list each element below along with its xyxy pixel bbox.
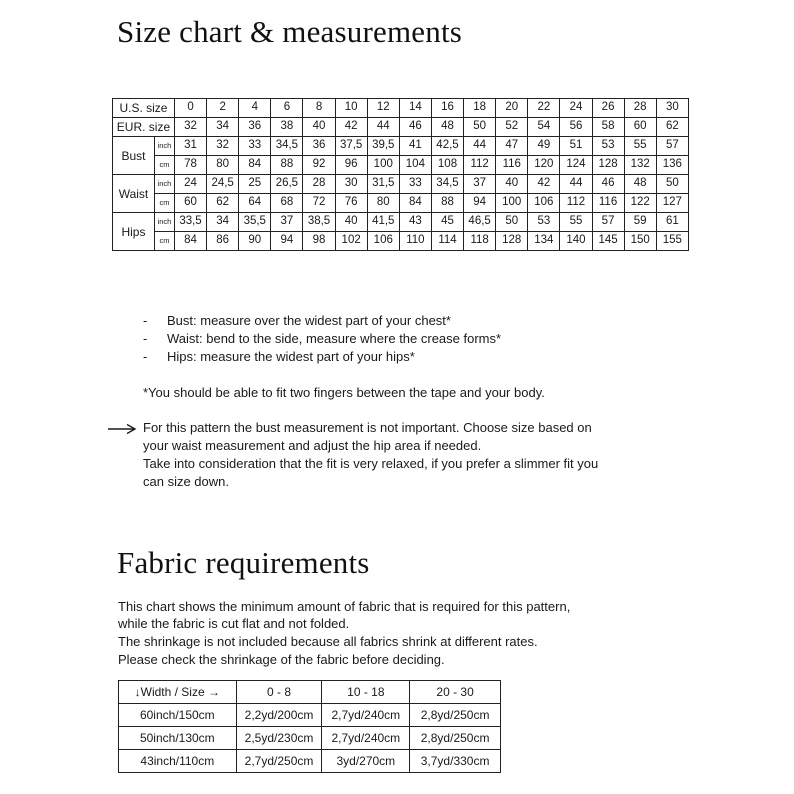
measurement-cell: 36 [303,137,335,156]
measurement-cell: 86 [207,232,239,251]
eur-size-cell: 38 [271,118,303,137]
unit-label: inch [154,213,174,232]
measurement-cell: 94 [271,232,303,251]
size-range-header: 0 - 8 [236,681,322,704]
measurement-cell: 118 [464,232,496,251]
measurement-cell: 155 [656,232,688,251]
fabric-width-cell: 60inch/150cm [119,704,237,727]
measurement-cell: 59 [624,213,656,232]
unit-label: inch [154,137,174,156]
us-size-cell: 2 [207,99,239,118]
measurement-cell: 37 [271,213,303,232]
measurement-cell: 106 [528,194,560,213]
measurement-cell: 80 [367,194,399,213]
measurement-cell: 42 [528,175,560,194]
eur-size-cell: 32 [174,118,206,137]
eur-size-cell: 44 [367,118,399,137]
measurement-cell: 48 [624,175,656,194]
hips-inch-row [113,213,689,232]
measurement-cell: 46 [592,175,624,194]
eur-size-cell: 48 [431,118,463,137]
eur-size-cell: 56 [560,118,592,137]
measurement-cell: 62 [207,194,239,213]
size-range-header: 20 - 30 [410,681,501,704]
eur-size-cell: 40 [303,118,335,137]
fabric-row [119,704,501,727]
measurement-cell: 44 [560,175,592,194]
measurement-cell: 24,5 [207,175,239,194]
measurement-cell: 84 [239,156,271,175]
measurement-cell: 34,5 [271,137,303,156]
measurement-cell: 102 [335,232,367,251]
measurement-cell: 104 [399,156,431,175]
measurement-cell: 47 [496,137,528,156]
measurement-cell: 51 [560,137,592,156]
us-size-cell: 24 [560,99,592,118]
unit-label: cm [154,232,174,251]
measurement-cell: 55 [560,213,592,232]
eur-size-cell: 36 [239,118,271,137]
measurement-cell: 88 [271,156,303,175]
measurement-cell: 124 [560,156,592,175]
measurement-cell: 127 [656,194,688,213]
bust-label: Bust [113,137,155,175]
measurement-cell: 134 [528,232,560,251]
measurement-cell: 44 [464,137,496,156]
fabric-amount-cell: 2,2yd/200cm [236,704,322,727]
fabric-amount-cell: 3,7yd/330cm [410,750,501,773]
measurement-cell: 45 [431,213,463,232]
measurement-cell: 84 [174,232,206,251]
measurement-cell: 26,5 [271,175,303,194]
fabric-amount-cell: 2,8yd/250cm [410,704,501,727]
us-size-cell: 8 [303,99,335,118]
measurement-cell: 122 [624,194,656,213]
us-size-cell: 18 [464,99,496,118]
size-chart-table [112,98,689,251]
measurement-cell: 100 [367,156,399,175]
us-size-cell: 12 [367,99,399,118]
us-size-label: U.S. size [113,99,175,118]
measurement-cell: 57 [592,213,624,232]
us-size-cell: 16 [431,99,463,118]
eur-size-cell: 52 [496,118,528,137]
fabric-amount-cell: 3yd/270cm [322,750,410,773]
eur-size-cell: 60 [624,118,656,137]
fabric-title: Fabric requirements [117,545,370,580]
measurement-cell: 92 [303,156,335,175]
measurement-cell: 37 [464,175,496,194]
eur-size-cell: 50 [464,118,496,137]
us-size-cell: 14 [399,99,431,118]
measurement-cell: 34,5 [431,175,463,194]
bullet-dash: - [143,313,148,328]
measurement-cell: 50 [656,175,688,194]
measurement-cell: 53 [528,213,560,232]
fabric-amount-cell: 2,5yd/230cm [236,727,322,750]
us-size-cell: 10 [335,99,367,118]
measurement-cell: 50 [496,213,528,232]
measurement-cell: 41 [399,137,431,156]
measurement-cell: 24 [174,175,206,194]
measurement-cell: 136 [656,156,688,175]
measurement-cell: 106 [367,232,399,251]
width-size-header: ↓Width / Size → [119,681,237,704]
fabric-table [118,680,501,773]
measurement-cell: 64 [239,194,271,213]
measurement-cell: 100 [496,194,528,213]
measurement-cell: 46,5 [464,213,496,232]
eur-size-cell: 34 [207,118,239,137]
unit-label: inch [154,175,174,194]
eur-size-row [113,118,689,137]
bullet-dash: - [143,331,148,346]
measurement-cell: 80 [207,156,239,175]
bust-inch-row [113,137,689,156]
measurement-cell: 40 [496,175,528,194]
measurement-cell: 112 [560,194,592,213]
measurement-cell: 43 [399,213,431,232]
us-size-cell: 20 [496,99,528,118]
eur-size-cell: 58 [592,118,624,137]
measurement-cell: 34 [207,213,239,232]
long-right-arrow-icon [107,423,137,435]
measurement-cell: 68 [271,194,303,213]
hips-cm-row [113,232,689,251]
measurement-cell: 108 [431,156,463,175]
bullet-dash: - [143,349,148,364]
eur-size-cell: 46 [399,118,431,137]
unit-label: cm [154,156,174,175]
eur-size-cell: 54 [528,118,560,137]
us-size-cell: 30 [656,99,688,118]
measurement-cell: 128 [592,156,624,175]
fabric-header-row [119,681,501,704]
fabric-amount-cell: 2,7yd/240cm [322,704,410,727]
measurement-cell: 53 [592,137,624,156]
us-size-cell: 4 [239,99,271,118]
fabric-amount-cell: 2,8yd/250cm [410,727,501,750]
measurement-cell: 88 [431,194,463,213]
waist-inch-row [113,175,689,194]
bust-cm-row [113,156,689,175]
measurement-cell: 128 [496,232,528,251]
fabric-amount-cell: 2,7yd/240cm [322,727,410,750]
eur-size-cell: 42 [335,118,367,137]
measurement-cell: 55 [624,137,656,156]
waist-label: Waist [113,175,155,213]
measurement-cell: 78 [174,156,206,175]
eur-size-label: EUR. size [113,118,175,137]
fabric-row [119,750,501,773]
us-size-row [113,99,689,118]
measurement-cell: 31 [174,137,206,156]
measurement-cell: 38,5 [303,213,335,232]
measurement-cell: 98 [303,232,335,251]
us-size-cell: 26 [592,99,624,118]
measurement-cell: 28 [303,175,335,194]
us-size-cell: 6 [271,99,303,118]
us-size-cell: 0 [174,99,206,118]
measurement-cell: 30 [335,175,367,194]
measurement-cell: 57 [656,137,688,156]
waist-cm-row [113,194,689,213]
measurement-cell: 76 [335,194,367,213]
measurement-cell: 114 [431,232,463,251]
measurement-cell: 96 [335,156,367,175]
measurement-cell: 90 [239,232,271,251]
fabric-row [119,727,501,750]
fabric-amount-cell: 2,7yd/250cm [236,750,322,773]
size-chart-title: Size chart & measurements [117,14,463,49]
measurement-cell: 39,5 [367,137,399,156]
measurement-cell: 120 [528,156,560,175]
us-size-cell: 28 [624,99,656,118]
measurement-cell: 94 [464,194,496,213]
measurement-cell: 42,5 [431,137,463,156]
measurement-cell: 61 [656,213,688,232]
measurement-cell: 84 [399,194,431,213]
measurement-cell: 33 [399,175,431,194]
measurement-cell: 110 [399,232,431,251]
measurement-cell: 112 [464,156,496,175]
unit-label: cm [154,194,174,213]
measurement-cell: 33,5 [174,213,206,232]
footnote: *You should be able to fit two fingers between the tape and your body. [143,385,545,400]
us-size-cell: 22 [528,99,560,118]
eur-size-cell: 62 [656,118,688,137]
fabric-width-cell: 50inch/130cm [119,727,237,750]
measurement-cell: 145 [592,232,624,251]
measurement-cell: 41,5 [367,213,399,232]
measurement-cell: 33 [239,137,271,156]
measurement-cell: 32 [207,137,239,156]
measurement-cell: 140 [560,232,592,251]
measurement-cell: 49 [528,137,560,156]
size-range-header: 10 - 18 [322,681,410,704]
measurement-cell: 37,5 [335,137,367,156]
measurement-cell: 60 [174,194,206,213]
measurement-cell: 150 [624,232,656,251]
measurement-cell: 116 [592,194,624,213]
measurement-cell: 132 [624,156,656,175]
hips-label: Hips [113,213,155,251]
measurement-cell: 40 [335,213,367,232]
measurement-cell: 35,5 [239,213,271,232]
measurement-cell: 72 [303,194,335,213]
fabric-width-cell: 43inch/110cm [119,750,237,773]
measurement-cell: 31,5 [367,175,399,194]
measurement-cell: 116 [496,156,528,175]
measurement-cell: 25 [239,175,271,194]
